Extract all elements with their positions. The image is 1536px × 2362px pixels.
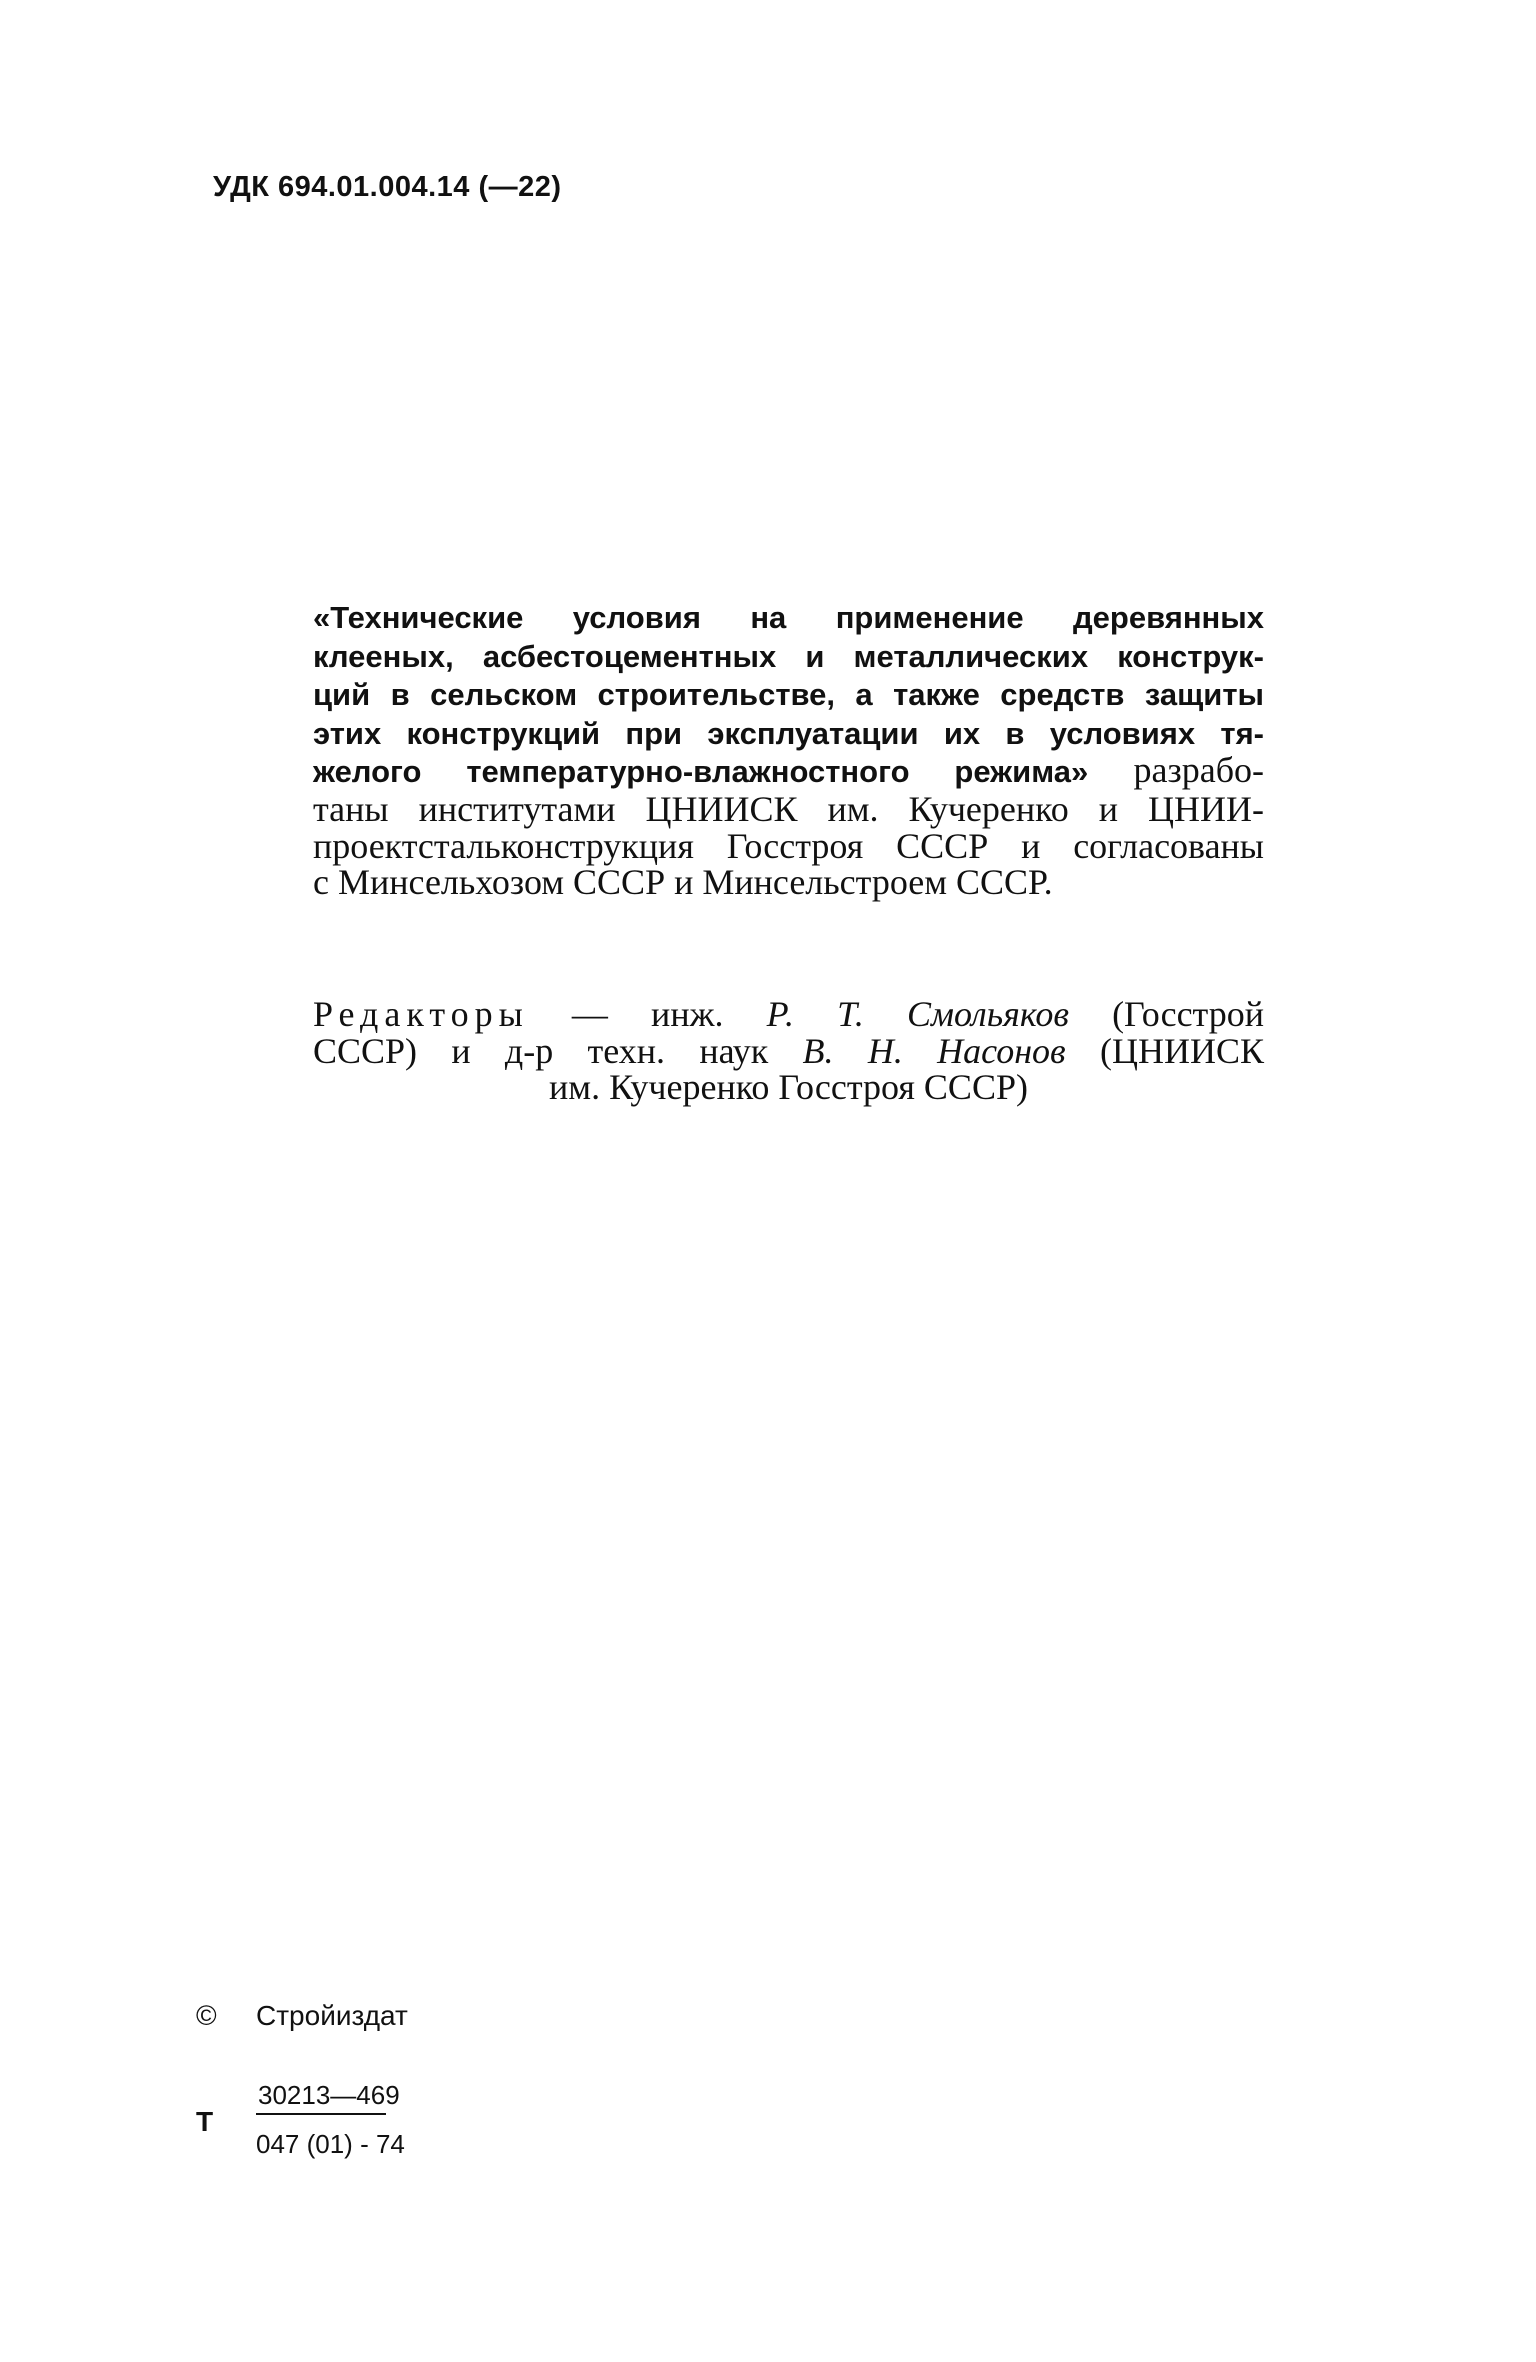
description-line: таны институтами ЦНИИСК им. Кучеренко и ЦНИИ- [313,788,1264,829]
editors-line: Редакторы — инж. Р. Т. Смольяков (Госстрой [313,994,1264,1034]
description-line: с Минсельхозом СССР и Минсельстроем СССР. [313,862,1053,903]
copyright-line [196,2000,408,2032]
editors-block [313,996,1264,1106]
description-line: желого температурно-влажностного режима» разрабо- [313,750,1264,791]
editors-line: СССР) и д-р техн. наук В. Н. Насонов (ЦНИИСК [313,1030,1264,1071]
description-line: «Технические условия на применение деревянных [313,600,1264,635]
catalog-letter: Т [196,2106,214,2137]
editors-line: им. Кучеренко Госстроя СССР) [549,1067,1028,1108]
editor-name: В. Н. Насонов [802,1030,1066,1071]
catalog-denominator: 047 (01) - 74 [256,2129,405,2159]
copyright-icon: © [196,2000,217,2031]
description-line: клееных, асбестоцементных и металлических конструк- [313,638,1264,674]
editor-name: Р. Т. Смольяков [766,994,1069,1034]
editors-label: Редакторы [313,994,529,1034]
description-line: ций в сельском строительстве, а также средств защиты [313,677,1264,713]
udk-code: УДК 694.01.004.14 (—22) [213,171,562,203]
description-paragraph [313,598,1264,901]
catalog-numerator: 30213—469 [256,2080,386,2115]
description-line: проектстальконструкция Госстроя СССР и согласованы [313,825,1264,866]
description-line: этих конструкций при эксплуатации их в условиях тя- [313,715,1264,751]
publisher-name: Стройиздат [256,2000,408,2031]
catalog-fraction [256,2080,405,2160]
